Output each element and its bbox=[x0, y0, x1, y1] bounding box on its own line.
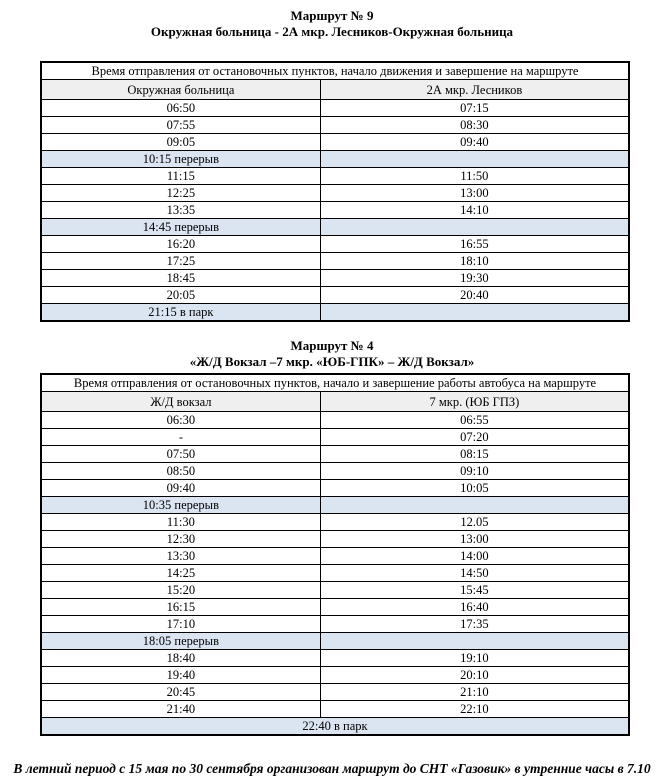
departure-time-left: 16:15 bbox=[41, 599, 320, 616]
column-header-right: 7 мкр. (ЮБ ГПЗ) bbox=[320, 392, 629, 412]
departure-time-left: 07:50 bbox=[41, 446, 320, 463]
time-row bbox=[41, 446, 629, 463]
time-row bbox=[41, 270, 629, 287]
route-4-title: Маршрут № 4 bbox=[290, 338, 374, 353]
departure-time-right: 06:55 bbox=[320, 412, 629, 429]
departure-time-left: 11:30 bbox=[41, 514, 320, 531]
time-row bbox=[41, 684, 629, 701]
departure-time-left: 18:45 bbox=[41, 270, 320, 287]
break-empty-cell bbox=[320, 151, 629, 168]
column-header-left: Окружная больница bbox=[41, 80, 320, 100]
time-row bbox=[41, 100, 629, 117]
departure-time-right: 14:10 bbox=[320, 202, 629, 219]
column-header-right: 2А мкр. Лесников bbox=[320, 80, 629, 100]
departure-time-left: 17:25 bbox=[41, 253, 320, 270]
departure-time-right: 08:15 bbox=[320, 446, 629, 463]
column-header-row bbox=[41, 392, 629, 412]
departure-time-left: 21:40 bbox=[41, 701, 320, 718]
departure-time-right: 08:30 bbox=[320, 117, 629, 134]
departure-time-right: 14:50 bbox=[320, 565, 629, 582]
departure-time-right: 10:05 bbox=[320, 480, 629, 497]
break-row bbox=[41, 304, 629, 322]
departure-time-right: 22:10 bbox=[320, 701, 629, 718]
time-row bbox=[41, 514, 629, 531]
time-row bbox=[41, 117, 629, 134]
departure-time-right: 13:00 bbox=[320, 185, 629, 202]
route-9-schedule-table bbox=[40, 61, 630, 322]
time-row bbox=[41, 667, 629, 684]
departure-time-right: 12.05 bbox=[320, 514, 629, 531]
break-label: 21:15 в парк bbox=[41, 304, 320, 322]
column-header-row bbox=[41, 80, 629, 100]
departure-time-right: 20:40 bbox=[320, 287, 629, 304]
table-caption-row bbox=[41, 62, 629, 80]
break-row bbox=[41, 497, 629, 514]
departure-time-right: 07:20 bbox=[320, 429, 629, 446]
departure-time-left: 09:40 bbox=[41, 480, 320, 497]
time-row bbox=[41, 287, 629, 304]
departure-time-right: 13:00 bbox=[320, 531, 629, 548]
time-row bbox=[41, 412, 629, 429]
depot-label: 22:40 в парк bbox=[41, 718, 629, 736]
departure-time-left: 17:10 bbox=[41, 616, 320, 633]
departure-time-right: 09:40 bbox=[320, 134, 629, 151]
break-empty-cell bbox=[320, 497, 629, 514]
break-row bbox=[41, 151, 629, 168]
table-caption-cell: Время отправления от остановочных пунктов, начало и завершение работы автобуса на маршруте bbox=[41, 374, 629, 392]
time-row bbox=[41, 548, 629, 565]
departure-time-right: 11:50 bbox=[320, 168, 629, 185]
time-row bbox=[41, 701, 629, 718]
departure-time-left: 15:20 bbox=[41, 582, 320, 599]
column-header-left: Ж/Д вокзал bbox=[41, 392, 320, 412]
departure-time-left: - bbox=[41, 429, 320, 446]
departure-time-left: 06:30 bbox=[41, 412, 320, 429]
departure-time-left: 09:05 bbox=[41, 134, 320, 151]
departure-time-left: 13:35 bbox=[41, 202, 320, 219]
time-row bbox=[41, 650, 629, 667]
departure-time-right: 16:40 bbox=[320, 599, 629, 616]
departure-time-left: 19:40 bbox=[41, 667, 320, 684]
departure-time-left: 08:50 bbox=[41, 463, 320, 480]
break-label: 18:05 перерыв bbox=[41, 633, 320, 650]
route-4-section bbox=[0, 338, 664, 736]
departure-time-left: 14:25 bbox=[41, 565, 320, 582]
break-row bbox=[41, 219, 629, 236]
break-empty-cell bbox=[320, 304, 629, 322]
departure-time-right: 07:15 bbox=[320, 100, 629, 117]
route-9-subtitle: Окружная больница - 2А мкр. Лесников-Окружная больница bbox=[150, 24, 514, 39]
departure-time-left: 18:40 bbox=[41, 650, 320, 667]
table-caption-row bbox=[41, 374, 629, 392]
departure-time-right: 16:55 bbox=[320, 236, 629, 253]
departure-time-right: 19:10 bbox=[320, 650, 629, 667]
time-row bbox=[41, 565, 629, 582]
departure-time-right: 09:10 bbox=[320, 463, 629, 480]
departure-time-left: 12:30 bbox=[41, 531, 320, 548]
time-row bbox=[41, 531, 629, 548]
depot-row bbox=[41, 718, 629, 736]
time-row bbox=[41, 185, 629, 202]
departure-time-right: 18:10 bbox=[320, 253, 629, 270]
departure-time-left: 12:25 bbox=[41, 185, 320, 202]
time-row bbox=[41, 202, 629, 219]
time-row bbox=[41, 236, 629, 253]
route-4-subtitle: «Ж/Д Вокзал –7 мкр. «ЮБ-ГПК» – Ж/Д Вокзал» bbox=[189, 354, 475, 369]
departure-time-right: 15:45 bbox=[320, 582, 629, 599]
time-row bbox=[41, 463, 629, 480]
departure-time-left: 06:50 bbox=[41, 100, 320, 117]
departure-time-right: 19:30 bbox=[320, 270, 629, 287]
departure-time-left: 11:15 bbox=[41, 168, 320, 185]
break-label: 10:35 перерыв bbox=[41, 497, 320, 514]
break-label: 10:15 перерыв bbox=[41, 151, 320, 168]
departure-time-right: 21:10 bbox=[320, 684, 629, 701]
time-row bbox=[41, 253, 629, 270]
time-row bbox=[41, 616, 629, 633]
time-row bbox=[41, 582, 629, 599]
departure-time-right: 14:00 bbox=[320, 548, 629, 565]
time-row bbox=[41, 168, 629, 185]
time-row bbox=[41, 134, 629, 151]
departure-time-left: 13:30 bbox=[41, 548, 320, 565]
departure-time-left: 16:20 bbox=[41, 236, 320, 253]
route-9-section bbox=[0, 8, 664, 322]
time-row bbox=[41, 480, 629, 497]
departure-time-right: 20:10 bbox=[320, 667, 629, 684]
departure-time-left: 20:05 bbox=[41, 287, 320, 304]
route-4-schedule-table bbox=[40, 373, 630, 736]
break-label: 14:45 перерыв bbox=[41, 219, 320, 236]
break-empty-cell bbox=[320, 219, 629, 236]
break-empty-cell bbox=[320, 633, 629, 650]
table-caption-cell: Время отправления от остановочных пунктов, начало движения и завершение на маршруте bbox=[41, 62, 629, 80]
summer-route-note: В летний период с 15 мая по 30 сентября организован маршрут до СНТ «Газовик» в утренние часы в 7.10 bbox=[13, 761, 651, 776]
break-row bbox=[41, 633, 629, 650]
time-row bbox=[41, 599, 629, 616]
time-row bbox=[41, 429, 629, 446]
departure-time-right: 17:35 bbox=[320, 616, 629, 633]
departure-time-left: 20:45 bbox=[41, 684, 320, 701]
departure-time-left: 07:55 bbox=[41, 117, 320, 134]
route-9-title: Маршрут № 9 bbox=[290, 8, 374, 23]
